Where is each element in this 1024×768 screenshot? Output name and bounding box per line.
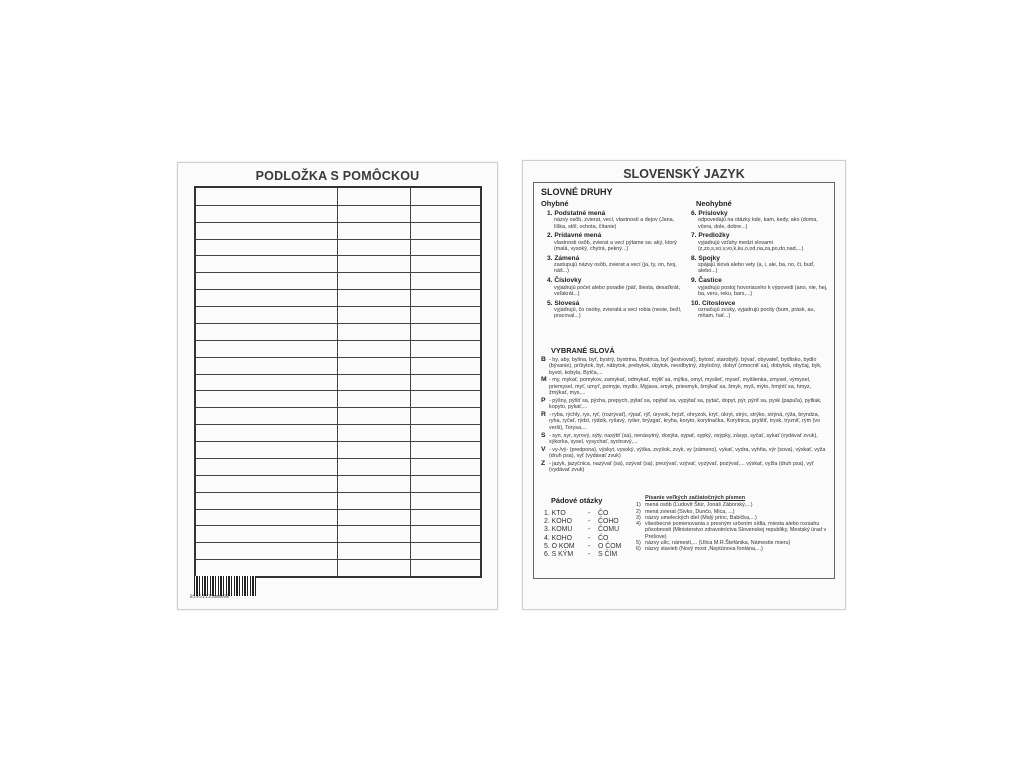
- ruled-table: [194, 186, 482, 578]
- vs-words: - jazyk, jazyčnica, nazývať (sa), ozývať (sa), prezývať, vzývať, vyzývať, pozývať,... výskať, vyžla (druh psa), vyť (vydávať zvuk): [549, 461, 814, 474]
- vs-words: - vy-/vý- (predpona), výskyt, vysoký, výška, zvyšok, zvyk, vy (zámeno), vykať, vydra, vyhňa, výr (sova), výskať, vyža (druh psa), vyť (vydávať zvuk): [549, 446, 826, 460]
- barcode: [194, 576, 256, 596]
- table-cell: [196, 188, 337, 205]
- table-cell: [410, 240, 480, 256]
- table-cell: [410, 358, 480, 374]
- table-cell: [196, 560, 337, 576]
- vs-letter: S: [541, 431, 546, 439]
- table-cell: [337, 375, 410, 391]
- vs-letter: M: [541, 376, 547, 384]
- barcode-number: 8595113500898: [190, 595, 230, 600]
- vs-letter: B: [541, 356, 546, 363]
- case-question: 4. KOHO: [544, 534, 572, 542]
- caps-title: Písanie veľkých začiatočných písmen: [645, 495, 746, 501]
- vs-letter: R: [541, 411, 546, 419]
- pos-item: [547, 232, 687, 252]
- caps-item: [636, 546, 831, 552]
- table-cell: [337, 188, 410, 205]
- table-cell: [337, 341, 410, 357]
- table-cell: [196, 324, 337, 340]
- table-cell: [337, 493, 410, 509]
- table-cell: [337, 324, 410, 340]
- pos-item: [691, 255, 833, 275]
- table-cell: [337, 240, 410, 256]
- caps-number: 5): [636, 540, 641, 547]
- table-row: [196, 340, 480, 357]
- table-row: [196, 559, 480, 576]
- ohybne-list: [547, 210, 687, 322]
- pos-name: 7. Predložky: [691, 232, 730, 240]
- vybrane-slova-item: [541, 377, 831, 396]
- vybrane-slova-item: [541, 461, 831, 474]
- table-row: [196, 424, 480, 441]
- table-row: [196, 306, 480, 323]
- table-cell: [196, 256, 337, 272]
- caps-number: 4): [636, 521, 641, 528]
- table-cell: [337, 459, 410, 475]
- case-question: 5. O KOM: [544, 542, 575, 550]
- case-dash: -: [588, 534, 591, 542]
- table-cell: [196, 510, 337, 526]
- vs-letter: Z: [541, 460, 546, 468]
- caps-text: mená zvierat (Sivko, Dunčo, Mica, ...): [645, 508, 735, 515]
- vs-words: - ryba, rýchly, rys, ryť, (rozrývať), rýpať, rýľ, úryvok, hrýzť, ohryzok, kryť, úkryt, strýc, strýko, strýná, rýža, bryndza, ryha, ryčať, rýdzi, rýdzik, ryšavý, rytier, brýzgať, kryha, koryto, korytnačka, Korytnica, pryštiť, trysk, tryzniť, rým (vo verši), Torysa,...: [549, 412, 821, 431]
- table-cell: [410, 290, 480, 306]
- pos-item: [691, 232, 833, 252]
- pos-description: vlastnosti osôb, zvierat a vecí pýtame sa: aký, ktorý (malá, vysoký, chytrá, pekný...): [554, 239, 677, 253]
- table-row: [196, 407, 480, 424]
- table-cell: [410, 206, 480, 222]
- capital-letters-list: [636, 495, 831, 553]
- case-row: [544, 526, 644, 534]
- case-dash: -: [588, 526, 591, 534]
- vs-words: - syn, syr, syrový, sýty, nasýtiť (sa), nenásytný, dosýta, sypať, sypký, osýpky, zásyp, syčať, sykať (vydávať zvuk), sýkorka, sysel, vysychať, sychravý,...: [549, 432, 818, 445]
- pos-name: 6. Príslovky: [691, 210, 728, 217]
- table-cell: [196, 358, 337, 374]
- sheet-title: SLOVENSKÝ JAZYK: [623, 167, 745, 181]
- table-cell: [196, 543, 337, 559]
- case-question: 2. KOHO: [544, 518, 572, 526]
- table-cell: [196, 341, 337, 357]
- case-answer: S ČÍM: [598, 551, 618, 559]
- table-row: [196, 255, 480, 272]
- neohybne-list: [691, 210, 833, 322]
- table-cell: [337, 442, 410, 458]
- case-dash: -: [588, 551, 591, 559]
- pos-name: 5. Slovesá: [547, 299, 580, 307]
- table-cell: [196, 526, 337, 542]
- grammar-reference-sheet: [522, 160, 846, 610]
- table-cell: [196, 493, 337, 509]
- pos-description: vyjadrujú, čo osoby, zvieratá a veci robia (nesie, beží, pracoval...): [554, 306, 682, 320]
- caps-text: názvy stavieb (Nový most ,Neptúnova fontána,...): [645, 546, 763, 553]
- pos-name: 10. Citoslovce: [691, 299, 736, 307]
- table-cell: [337, 391, 410, 407]
- table-cell: [337, 307, 410, 323]
- table-row: [196, 205, 480, 222]
- pos-name: 1. Podstatné mená: [547, 210, 606, 217]
- table-cell: [196, 442, 337, 458]
- sheet-title: PODLOŽKA S POMÔCKOU: [255, 169, 420, 183]
- vybrane-slova-item: [541, 412, 831, 431]
- table-cell: [337, 223, 410, 239]
- table-cell: [337, 543, 410, 559]
- case-dash: -: [588, 542, 591, 550]
- pos-description: odpovedajú na otázky kde, kam, kedy, ako (doma, včera, dole, dobre...): [698, 217, 818, 230]
- vybrane-slova-item: [541, 357, 831, 376]
- table-cell: [196, 476, 337, 492]
- table-cell: [337, 476, 410, 492]
- table-cell: [410, 476, 480, 492]
- pos-item: [547, 277, 687, 297]
- table-cell: [196, 206, 337, 222]
- heading-slovne-druhy: SLOVNÉ DRUHY: [541, 187, 613, 197]
- table-cell: [410, 408, 480, 424]
- pos-name: 9. Častice: [691, 277, 722, 285]
- pos-item: [547, 210, 687, 230]
- table-row: [196, 390, 480, 407]
- table-cell: [410, 543, 480, 559]
- case-row: [544, 510, 644, 518]
- table-row: [196, 272, 480, 289]
- table-row: [196, 475, 480, 492]
- case-answer: ČOHO: [598, 518, 619, 526]
- table-cell: [337, 358, 410, 374]
- pos-description: zastupujú názvy osôb, zvierat a vecí (ja, ty, on, tvoj, náš...): [554, 262, 677, 275]
- table-cell: [410, 273, 480, 289]
- caps-text: všeobecné pomenovania s presným určením sídla, miesta alebo rozsahu pôsobnosti (Ministerstvo zdravotníctva Slovenskej republiky, Mestský úrad v Prešove): [645, 521, 827, 540]
- table-cell: [410, 324, 480, 340]
- table-row: [196, 374, 480, 391]
- table-row: [196, 458, 480, 475]
- table-cell: [337, 408, 410, 424]
- vs-words: - by, aby, bylina, byť, bystrý, bystrina, Bystrica, byť (jestvovať), bytosť, starobylý, bývať, obyvateľ, bydlisko, bydlo (bývanie), príbytok, byt, nábytok, prebytok, úbytok, neodbytný, zbytočný, dobyť (zmocniť sa), dobytok, obyčaj, býk, byvol, kobyla, Bytča,...: [549, 357, 822, 376]
- table-row: [196, 441, 480, 458]
- case-question: 1. KTO: [544, 510, 566, 517]
- table-cell: [410, 188, 480, 205]
- table-row: [196, 357, 480, 374]
- table-cell: [410, 442, 480, 458]
- table-cell: [196, 425, 337, 441]
- table-cell: [337, 510, 410, 526]
- table-cell: [337, 526, 410, 542]
- table-cell: [410, 341, 480, 357]
- heading-neohybne: Neohybné: [696, 199, 732, 208]
- pos-item: [691, 300, 833, 320]
- table-cell: [196, 223, 337, 239]
- heading-ohybne: Ohybné: [541, 199, 569, 208]
- table-cell: [337, 290, 410, 306]
- table-row: [196, 289, 480, 306]
- table-cell: [410, 223, 480, 239]
- case-row: [544, 535, 644, 543]
- case-question: 6. S KÝM: [544, 551, 574, 559]
- table-row: [196, 188, 480, 205]
- pos-name: 2. Prídavné mená: [547, 232, 602, 240]
- table-cell: [196, 391, 337, 407]
- caps-text: mená osôb (Ľudovít Štúr, Jonáš Záborský,...): [645, 502, 753, 509]
- vybrane-slova-item: [541, 447, 831, 460]
- case-question: 3. KOMU: [544, 526, 573, 534]
- case-answer: ČO: [598, 534, 609, 542]
- table-cell: [196, 307, 337, 323]
- caps-number: 6): [636, 546, 641, 553]
- table-row: [196, 323, 480, 340]
- vybrane-slova-item: [541, 398, 831, 411]
- table-cell: [196, 459, 337, 475]
- pos-name: 4. Číslovky: [547, 277, 582, 285]
- vs-words: - pýšny, pýšiť sa, pýcha, prepych, pýtať sa, opýtať sa, vypýtať sa, pytač, dopyt, pýr, pýriť sa, pysk (papuľa), pytliak, kopyto, pykať,...: [549, 397, 822, 411]
- case-row: [544, 551, 644, 559]
- pos-description: názvy osôb, zvierat, vecí, vlastností a dejov (Jana, líška, stôl, ochota, čítanie): [554, 217, 675, 230]
- pos-description: označujú zvuky, vyjadrujú pocity (bum, prásk, au, mňam, hať...): [698, 306, 816, 320]
- content-frame: [533, 182, 835, 579]
- vybrane-slova-item: [541, 433, 831, 446]
- table-cell: [410, 425, 480, 441]
- case-row: [544, 543, 644, 551]
- table-cell: [410, 493, 480, 509]
- table-cell: [410, 459, 480, 475]
- table-cell: [196, 408, 337, 424]
- table-cell: [196, 273, 337, 289]
- table-cell: [337, 206, 410, 222]
- case-answer: ČOMU: [598, 526, 620, 534]
- pos-item: [547, 255, 687, 275]
- pos-item: [691, 277, 833, 297]
- table-cell: [410, 560, 480, 576]
- table-cell: [337, 256, 410, 272]
- ruled-sheet: [177, 162, 498, 610]
- pos-description: vyjadrujú počet alebo poradie (päť, šiesta, desaťkrát, veľakrát...): [554, 284, 681, 297]
- table-cell: [337, 425, 410, 441]
- heading-padove-otazky: Pádové otázky: [551, 496, 603, 505]
- pos-description: vyjadrujú postoj hovoriaceho k výpovedi (ano, nie, hej, ba, veru, reku, bars,...): [698, 284, 828, 297]
- table-row: [196, 542, 480, 559]
- table-cell: [196, 290, 337, 306]
- caps-text: názvy ulíc, námestí,... (Ulica M.R.Štefánika, Námestie mieru): [645, 540, 791, 547]
- table-cell: [410, 526, 480, 542]
- case-answer: ČO: [598, 510, 609, 517]
- table-cell: [196, 375, 337, 391]
- table-row: [196, 222, 480, 239]
- pos-item: [547, 300, 687, 320]
- caps-number: 1): [636, 502, 641, 509]
- table-cell: [196, 240, 337, 256]
- table-cell: [410, 510, 480, 526]
- pos-description: spájajú slová alebo vety (a, i, ale, ba, no, či, buď, alebo...): [698, 262, 815, 275]
- caps-number: 2): [636, 508, 641, 515]
- pos-item: [691, 210, 833, 230]
- table-row: [196, 239, 480, 256]
- vs-letter: V: [541, 445, 546, 453]
- pos-description: vyjadrujú vzťahy medzi slovami (z,zo,s,so,v,vo,k,ku,o,od,na,za,po,do,nad,...): [698, 239, 804, 253]
- caps-text: názvy umeleckých diel (Malý princ, Babička,...): [645, 514, 757, 521]
- table-cell: [410, 391, 480, 407]
- table-cell: [410, 307, 480, 323]
- pos-name: 3. Zámená: [547, 254, 580, 262]
- table-cell: [337, 560, 410, 576]
- heading-vybrane-slova: VYBRANÉ SLOVÁ: [551, 346, 615, 355]
- table-cell: [410, 256, 480, 272]
- vs-words: - my, mykať, pomykov, zamykať, odmykať, mýliť sa, mýlka, omyl, myslieť, myseľ, myšlienka, zmysel, výmysel, priemysel, myť, umyť, pomyje, mydlo, Myjava, smyk, priesmyk, šmýkať sa, šmyk, myš, mýto, hmýriť sa, hmyz, žmýkať, mys,...: [549, 377, 812, 397]
- caps-item: [636, 521, 831, 540]
- table-row: [196, 525, 480, 542]
- vybrane-slova-list: [541, 357, 831, 475]
- table-row: [196, 509, 480, 526]
- vs-letter: P: [541, 396, 546, 404]
- table-cell: [337, 273, 410, 289]
- table-cell: [410, 375, 480, 391]
- caps-number: 3): [636, 514, 641, 521]
- table-row: [196, 492, 480, 509]
- cases-list: [544, 510, 644, 559]
- case-row: [544, 518, 644, 526]
- case-answer: O ČOM: [598, 542, 622, 550]
- case-dash: -: [588, 510, 591, 517]
- pos-name: 8. Spojky: [691, 254, 720, 262]
- case-dash: -: [588, 518, 591, 526]
